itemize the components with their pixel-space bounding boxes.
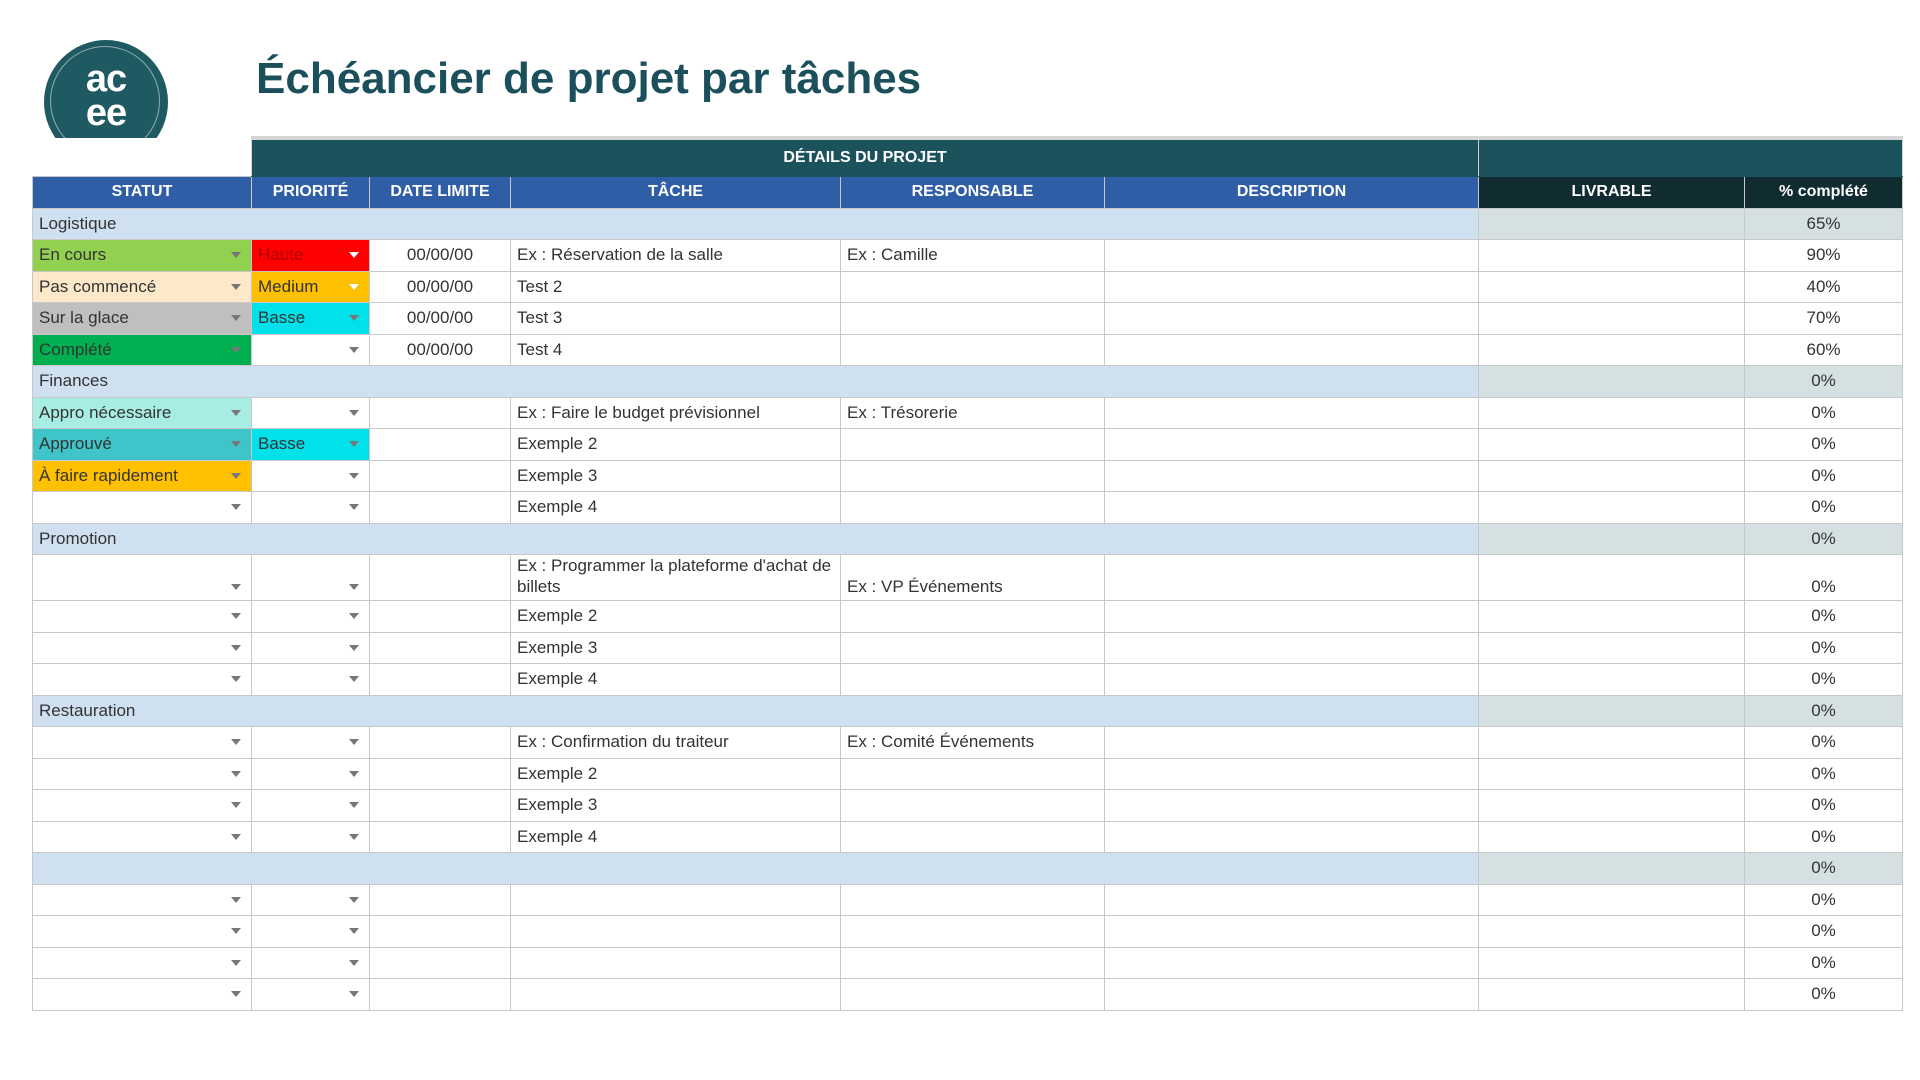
- pct-complete-cell: 0%: [1745, 947, 1903, 979]
- dropdown-arrow-icon[interactable]: [231, 347, 241, 353]
- status-dropdown[interactable]: [33, 240, 252, 272]
- priority-dropdown[interactable]: [252, 555, 370, 601]
- priority-dropdown[interactable]: [252, 397, 370, 429]
- pct-complete-cell: 0%: [1745, 758, 1903, 790]
- priority-dropdown[interactable]: [252, 884, 370, 916]
- task-cell[interactable]: Exemple 3: [511, 632, 841, 664]
- column-header-row: [33, 176, 1903, 208]
- status-dropdown[interactable]: [33, 979, 252, 1011]
- task-cell[interactable]: Exemple 4: [511, 492, 841, 524]
- group-pct: 0%: [1745, 523, 1903, 555]
- dropdown-arrow-icon[interactable]: [231, 584, 241, 590]
- due-date-cell[interactable]: [370, 884, 511, 916]
- responsable-cell[interactable]: [841, 979, 1105, 1011]
- priority-value: Basse: [258, 434, 306, 454]
- livrable-cell[interactable]: [1479, 916, 1745, 948]
- dropdown-arrow-icon[interactable]: [349, 410, 359, 416]
- dropdown-arrow-icon[interactable]: [349, 441, 359, 447]
- header-band-row: [33, 138, 1903, 176]
- status-dropdown[interactable]: [33, 334, 252, 366]
- priority-dropdown[interactable]: [252, 460, 370, 492]
- responsable-cell[interactable]: [841, 303, 1105, 335]
- due-date-cell[interactable]: [370, 790, 511, 822]
- pct-complete-cell: 0%: [1745, 821, 1903, 853]
- priority-dropdown[interactable]: [252, 334, 370, 366]
- responsable-cell[interactable]: [841, 460, 1105, 492]
- responsable-cell[interactable]: [841, 601, 1105, 633]
- livrable-cell[interactable]: [1479, 271, 1745, 303]
- livrable-cell[interactable]: [1479, 727, 1745, 759]
- priority-value: Haute: [258, 245, 304, 265]
- status-value: Approuvé: [39, 434, 112, 454]
- status-dropdown[interactable]: [33, 947, 252, 979]
- description-cell[interactable]: [1105, 240, 1479, 272]
- task-cell[interactable]: Ex : Faire le budget prévisionnel: [511, 397, 841, 429]
- dropdown-arrow-icon[interactable]: [231, 960, 241, 966]
- due-date-cell[interactable]: 00/00/00: [370, 240, 511, 272]
- group-pct: 0%: [1745, 695, 1903, 727]
- dropdown-arrow-icon[interactable]: [349, 584, 359, 590]
- description-cell[interactable]: [1105, 397, 1479, 429]
- pct-complete-cell: 0%: [1745, 397, 1903, 429]
- table-row: [33, 979, 1903, 1011]
- description-cell[interactable]: [1105, 334, 1479, 366]
- responsable-cell[interactable]: Ex : VP Événements: [841, 555, 1105, 601]
- status-dropdown[interactable]: [33, 271, 252, 303]
- dropdown-arrow-icon[interactable]: [349, 991, 359, 997]
- livrable-cell[interactable]: [1479, 821, 1745, 853]
- priority-dropdown[interactable]: [252, 821, 370, 853]
- group-livrable: [1479, 366, 1745, 398]
- livrable-cell[interactable]: [1479, 758, 1745, 790]
- group-row: [33, 523, 1903, 555]
- project-schedule-table: [32, 136, 1903, 1011]
- task-cell[interactable]: Exemple 4: [511, 664, 841, 696]
- pct-complete-cell: 0%: [1745, 979, 1903, 1011]
- dropdown-arrow-icon[interactable]: [349, 802, 359, 808]
- task-cell[interactable]: Exemple 4: [511, 821, 841, 853]
- table-row: [33, 492, 1903, 524]
- task-cell[interactable]: [511, 884, 841, 916]
- dropdown-arrow-icon[interactable]: [231, 410, 241, 416]
- table-row: [33, 303, 1903, 335]
- task-cell[interactable]: Exemple 3: [511, 790, 841, 822]
- group-name: Finances: [33, 366, 1479, 398]
- livrable-cell[interactable]: [1479, 397, 1745, 429]
- livrable-cell[interactable]: [1479, 303, 1745, 335]
- table-row: [33, 947, 1903, 979]
- table-row: [33, 240, 1903, 272]
- column-header-date[interactable]: DATE LIMITE: [370, 176, 511, 208]
- dropdown-arrow-icon[interactable]: [349, 473, 359, 479]
- pct-complete-cell: 0%: [1745, 460, 1903, 492]
- description-cell[interactable]: [1105, 979, 1479, 1011]
- livrable-cell[interactable]: [1479, 632, 1745, 664]
- due-date-cell[interactable]: [370, 947, 511, 979]
- due-date-cell[interactable]: [370, 821, 511, 853]
- livrable-cell[interactable]: [1479, 492, 1745, 524]
- status-value: Appro nécessaire: [39, 402, 172, 422]
- due-date-cell[interactable]: [370, 664, 511, 696]
- dropdown-arrow-icon[interactable]: [231, 928, 241, 934]
- pct-complete-cell: 0%: [1745, 601, 1903, 633]
- band-blank: [33, 138, 252, 176]
- task-cell[interactable]: Test 4: [511, 334, 841, 366]
- priority-dropdown[interactable]: [252, 790, 370, 822]
- priority-dropdown[interactable]: [252, 916, 370, 948]
- table-row: [33, 916, 1903, 948]
- group-pct: 0%: [1745, 366, 1903, 398]
- priority-dropdown[interactable]: [252, 664, 370, 696]
- dropdown-arrow-icon[interactable]: [349, 960, 359, 966]
- status-dropdown[interactable]: [33, 727, 252, 759]
- pct-complete-cell: 60%: [1745, 334, 1903, 366]
- livrable-cell[interactable]: [1479, 979, 1745, 1011]
- column-header-tache[interactable]: TÂCHE: [511, 176, 841, 208]
- responsable-cell[interactable]: [841, 790, 1105, 822]
- dropdown-arrow-icon[interactable]: [349, 252, 359, 258]
- task-cell[interactable]: [511, 979, 841, 1011]
- livrable-cell[interactable]: [1479, 334, 1745, 366]
- group-row: [33, 208, 1903, 240]
- description-cell[interactable]: [1105, 821, 1479, 853]
- task-cell[interactable]: Ex : Confirmation du traiteur: [511, 727, 841, 759]
- responsable-cell[interactable]: [841, 884, 1105, 916]
- dropdown-arrow-icon[interactable]: [231, 473, 241, 479]
- due-date-cell[interactable]: [370, 979, 511, 1011]
- group-name: Promotion: [33, 523, 1479, 555]
- table-body: [33, 208, 1903, 1010]
- livrable-cell[interactable]: [1479, 555, 1745, 601]
- table-row: [33, 555, 1903, 601]
- task-cell[interactable]: Exemple 2: [511, 758, 841, 790]
- priority-dropdown[interactable]: [252, 632, 370, 664]
- task-cell[interactable]: Test 3: [511, 303, 841, 335]
- page-title: Échéancier de projet par tâches: [256, 54, 922, 103]
- column-header-priorite[interactable]: PRIORITÉ: [252, 176, 370, 208]
- pct-complete-cell: 0%: [1745, 727, 1903, 759]
- group-name: [33, 853, 1479, 885]
- due-date-cell[interactable]: [370, 429, 511, 461]
- logo-letters-bottom: ee: [85, 92, 127, 134]
- responsable-cell[interactable]: [841, 758, 1105, 790]
- dropdown-arrow-icon[interactable]: [231, 284, 241, 290]
- dropdown-arrow-icon[interactable]: [349, 645, 359, 651]
- table-row: [33, 821, 1903, 853]
- due-date-cell[interactable]: [370, 492, 511, 524]
- description-cell[interactable]: [1105, 601, 1479, 633]
- responsable-cell[interactable]: Ex : Camille: [841, 240, 1105, 272]
- responsable-cell[interactable]: [841, 271, 1105, 303]
- column-header-responsable[interactable]: RESPONSABLE: [841, 176, 1105, 208]
- pct-complete-cell: 0%: [1745, 664, 1903, 696]
- dropdown-arrow-icon[interactable]: [231, 834, 241, 840]
- status-value: Sur la glace: [39, 308, 129, 328]
- group-pct: 65%: [1745, 208, 1903, 240]
- status-dropdown[interactable]: [33, 397, 252, 429]
- task-cell[interactable]: [511, 947, 841, 979]
- table-row: [33, 632, 1903, 664]
- task-cell[interactable]: Exemple 2: [511, 429, 841, 461]
- pct-complete-cell: 0%: [1745, 916, 1903, 948]
- priority-dropdown[interactable]: [252, 947, 370, 979]
- dropdown-arrow-icon[interactable]: [349, 676, 359, 682]
- pct-complete-cell: 0%: [1745, 790, 1903, 822]
- due-date-cell[interactable]: 00/00/00: [370, 271, 511, 303]
- livrable-cell[interactable]: [1479, 460, 1745, 492]
- status-dropdown[interactable]: [33, 460, 252, 492]
- task-cell[interactable]: Exemple 3: [511, 460, 841, 492]
- livrable-cell[interactable]: [1479, 601, 1745, 633]
- dropdown-arrow-icon[interactable]: [349, 771, 359, 777]
- table-row: [33, 601, 1903, 633]
- status-dropdown[interactable]: [33, 790, 252, 822]
- responsable-cell[interactable]: [841, 429, 1105, 461]
- column-header-livrable[interactable]: LIVRABLE: [1479, 176, 1745, 208]
- description-cell[interactable]: [1105, 303, 1479, 335]
- description-cell[interactable]: [1105, 758, 1479, 790]
- logo-letters: [44, 58, 168, 134]
- group-row: [33, 366, 1903, 398]
- status-value: En cours: [39, 245, 107, 265]
- description-cell[interactable]: [1105, 492, 1479, 524]
- pct-complete-cell: 40%: [1745, 271, 1903, 303]
- dropdown-arrow-icon[interactable]: [349, 504, 359, 510]
- group-livrable: [1479, 695, 1745, 727]
- table-row: [33, 271, 1903, 303]
- responsable-cell[interactable]: Ex : Trésorerie: [841, 397, 1105, 429]
- dropdown-arrow-icon[interactable]: [349, 897, 359, 903]
- description-cell[interactable]: [1105, 429, 1479, 461]
- livrable-cell[interactable]: [1479, 240, 1745, 272]
- table-row: [33, 334, 1903, 366]
- responsable-cell[interactable]: [841, 664, 1105, 696]
- task-cell[interactable]: Ex : Programmer la plateforme d'achat de billets: [511, 555, 841, 601]
- dropdown-arrow-icon[interactable]: [349, 613, 359, 619]
- due-date-cell[interactable]: [370, 727, 511, 759]
- description-cell[interactable]: [1105, 555, 1479, 601]
- pct-complete-cell: 0%: [1745, 492, 1903, 524]
- dropdown-arrow-icon[interactable]: [231, 802, 241, 808]
- description-cell[interactable]: [1105, 460, 1479, 492]
- dropdown-arrow-icon[interactable]: [349, 284, 359, 290]
- table-row: [33, 664, 1903, 696]
- dropdown-arrow-icon[interactable]: [231, 771, 241, 777]
- responsable-cell[interactable]: Ex : Comité Événements: [841, 727, 1105, 759]
- task-cell[interactable]: Test 2: [511, 271, 841, 303]
- livrable-cell[interactable]: [1479, 884, 1745, 916]
- band-right-spacer: [1479, 138, 1903, 176]
- pct-complete-cell: 0%: [1745, 555, 1903, 601]
- group-livrable: [1479, 208, 1745, 240]
- livrable-cell[interactable]: [1479, 947, 1745, 979]
- priority-dropdown[interactable]: [252, 727, 370, 759]
- status-dropdown[interactable]: [33, 821, 252, 853]
- logo-letters-top: ac: [85, 58, 127, 100]
- livrable-cell[interactable]: [1479, 790, 1745, 822]
- pct-complete-cell: 0%: [1745, 429, 1903, 461]
- table-row: [33, 884, 1903, 916]
- dropdown-arrow-icon[interactable]: [231, 252, 241, 258]
- table-row: [33, 429, 1903, 461]
- dropdown-arrow-icon[interactable]: [349, 928, 359, 934]
- description-cell[interactable]: [1105, 271, 1479, 303]
- livrable-cell[interactable]: [1479, 664, 1745, 696]
- responsable-cell[interactable]: [841, 492, 1105, 524]
- task-cell[interactable]: [511, 916, 841, 948]
- column-header-pct[interactable]: % complété: [1745, 176, 1903, 208]
- table-row: [33, 460, 1903, 492]
- group-row: [33, 695, 1903, 727]
- description-cell[interactable]: [1105, 884, 1479, 916]
- due-date-cell[interactable]: [370, 758, 511, 790]
- due-date-cell[interactable]: 00/00/00: [370, 303, 511, 335]
- status-dropdown[interactable]: [33, 916, 252, 948]
- table-row: [33, 397, 1903, 429]
- table-row: [33, 758, 1903, 790]
- dropdown-arrow-icon[interactable]: [349, 315, 359, 321]
- description-cell[interactable]: [1105, 790, 1479, 822]
- responsable-cell[interactable]: [841, 821, 1105, 853]
- column-header-statut[interactable]: STATUT: [33, 176, 252, 208]
- due-date-cell[interactable]: 00/00/00: [370, 334, 511, 366]
- status-dropdown[interactable]: [33, 492, 252, 524]
- priority-dropdown[interactable]: [252, 758, 370, 790]
- status-dropdown[interactable]: [33, 303, 252, 335]
- dropdown-arrow-icon[interactable]: [231, 315, 241, 321]
- priority-dropdown[interactable]: [252, 979, 370, 1011]
- priority-dropdown[interactable]: [252, 271, 370, 303]
- priority-dropdown[interactable]: [252, 429, 370, 461]
- group-livrable: [1479, 523, 1745, 555]
- livrable-cell[interactable]: [1479, 429, 1745, 461]
- dropdown-arrow-icon[interactable]: [349, 739, 359, 745]
- dropdown-arrow-icon[interactable]: [231, 504, 241, 510]
- dropdown-arrow-icon[interactable]: [231, 739, 241, 745]
- responsable-cell[interactable]: [841, 334, 1105, 366]
- due-date-cell[interactable]: [370, 632, 511, 664]
- dropdown-arrow-icon[interactable]: [231, 676, 241, 682]
- due-date-cell[interactable]: [370, 460, 511, 492]
- dropdown-arrow-icon[interactable]: [231, 441, 241, 447]
- status-dropdown[interactable]: [33, 758, 252, 790]
- priority-dropdown[interactable]: [252, 240, 370, 272]
- priority-value: Basse: [258, 308, 306, 328]
- task-cell[interactable]: Exemple 2: [511, 601, 841, 633]
- description-cell[interactable]: [1105, 664, 1479, 696]
- project-details-header: DÉTAILS DU PROJET: [252, 138, 1479, 176]
- group-livrable: [1479, 853, 1745, 885]
- group-row: [33, 853, 1903, 885]
- status-value: Complété: [39, 339, 112, 359]
- table-row: [33, 727, 1903, 759]
- status-dropdown[interactable]: [33, 429, 252, 461]
- description-cell[interactable]: [1105, 632, 1479, 664]
- priority-dropdown[interactable]: [252, 601, 370, 633]
- dropdown-arrow-icon[interactable]: [231, 897, 241, 903]
- responsable-cell[interactable]: [841, 916, 1105, 948]
- dropdown-arrow-icon[interactable]: [349, 347, 359, 353]
- status-value: À faire rapidement: [39, 465, 178, 485]
- priority-dropdown[interactable]: [252, 492, 370, 524]
- status-dropdown[interactable]: [33, 555, 252, 601]
- pct-complete-cell: 0%: [1745, 632, 1903, 664]
- table-row: [33, 790, 1903, 822]
- status-value: Pas commencé: [39, 276, 157, 296]
- status-dropdown[interactable]: [33, 664, 252, 696]
- task-cell[interactable]: Ex : Réservation de la salle: [511, 240, 841, 272]
- description-cell[interactable]: [1105, 916, 1479, 948]
- dropdown-arrow-icon[interactable]: [349, 834, 359, 840]
- due-date-cell[interactable]: [370, 601, 511, 633]
- responsable-cell[interactable]: [841, 632, 1105, 664]
- due-date-cell[interactable]: [370, 916, 511, 948]
- description-cell[interactable]: [1105, 727, 1479, 759]
- status-dropdown[interactable]: [33, 884, 252, 916]
- priority-dropdown[interactable]: [252, 303, 370, 335]
- responsable-cell[interactable]: [841, 947, 1105, 979]
- status-dropdown[interactable]: [33, 601, 252, 633]
- dropdown-arrow-icon[interactable]: [231, 991, 241, 997]
- group-name: Logistique: [33, 208, 1479, 240]
- due-date-cell[interactable]: [370, 397, 511, 429]
- dropdown-arrow-icon[interactable]: [231, 613, 241, 619]
- status-dropdown[interactable]: [33, 632, 252, 664]
- column-header-description[interactable]: DESCRIPTION: [1105, 176, 1479, 208]
- pct-complete-cell: 70%: [1745, 303, 1903, 335]
- group-pct: 0%: [1745, 853, 1903, 885]
- pct-complete-cell: 90%: [1745, 240, 1903, 272]
- pct-complete-cell: 0%: [1745, 884, 1903, 916]
- due-date-cell[interactable]: [370, 555, 511, 601]
- priority-value: Medium: [258, 276, 319, 296]
- group-name: Restauration: [33, 695, 1479, 727]
- dropdown-arrow-icon[interactable]: [231, 645, 241, 651]
- description-cell[interactable]: [1105, 947, 1479, 979]
